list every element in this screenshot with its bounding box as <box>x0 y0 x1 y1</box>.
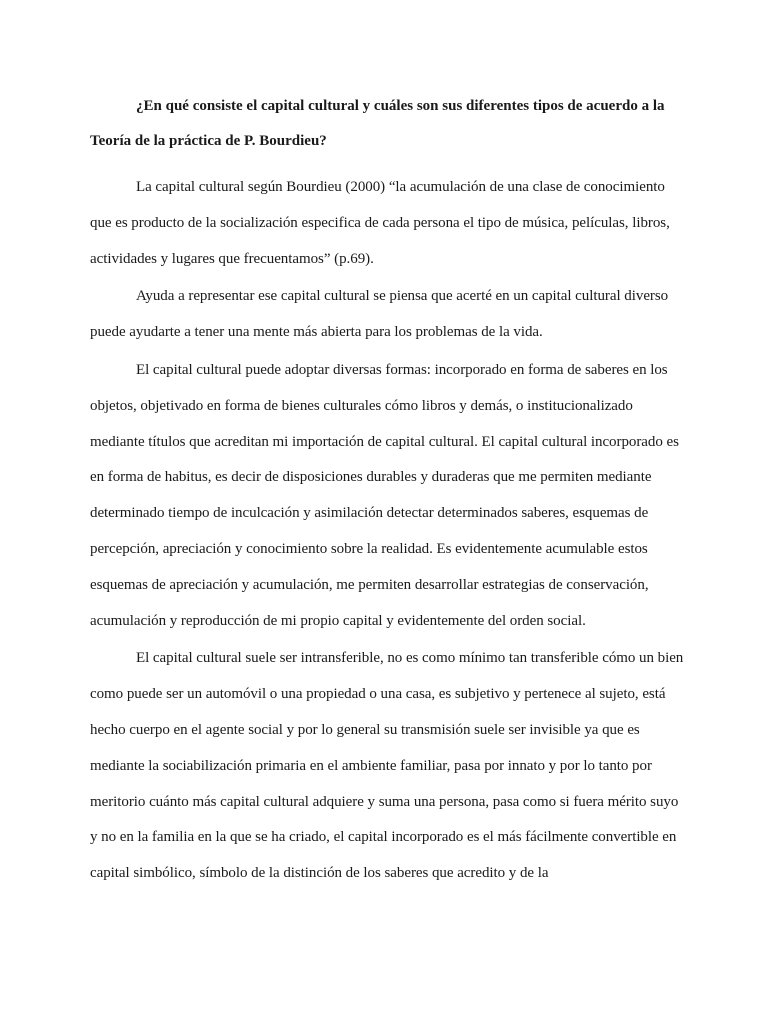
document-body <box>90 170 686 894</box>
document-title: ¿En qué consiste el capital cultural y cuáles son sus diferentes tipos de acuerdo a la Teoría de la práctica de P. Bourdieu? <box>90 98 665 149</box>
paragraph-4: El capital cultural suele ser intransferible, no es como mínimo tan transferible cómo un bien como puede ser un automóvil o una propiedad o una casa, es subjetivo y pertenece al sujeto, está hecho cuerpo en el agente social y por lo general su transmisión suele ser invisible ya que es mediante la sociabilización primaria en el ambiente familiar, pasa por innato y por lo tanto por meritorio cuánto más capital cultural adquiere y suma una persona, pasa como si fuera mérito suyo y no en la familia en la que se ha criado, el capital incorporado es el más fácilmente convertible en capital simbólico, símbolo de la distinción de los saberes que acredito y de la <box>90 650 684 882</box>
paragraph-3: El capital cultural puede adoptar diversas formas: incorporado en forma de saberes en los objetos, objetivado en forma de bienes culturales cómo libros y demás, o institucionalizado mediante títulos que acreditan mi importación de capital cultural. El capital cultural incorporado es en forma de habitus, es decir de disposiciones durables y duraderas que me permiten mediante determinado tiempo de inculcación y asimilación detectar determinados saberes, esquemas de percepción, apreciación y conocimiento sobre la realidad. Es evidentemente acumulable estos esquemas de apreciación y acumulación, me permiten desarrollar estrategias de conservación, acumulación y reproducción de mi propio capital y evidentemente del orden social. <box>90 361 679 629</box>
paragraph-1: La capital cultural según Bourdieu (2000) “la acumulación de una clase de conocimiento que es producto de la socialización especifica de cada persona el tipo de música, películas, libros, actividades y lugares que frecuentamos” (p.69). <box>90 179 670 267</box>
paragraph-2: Ayuda a representar ese capital cultural se piensa que acerté en un capital cultural diverso puede ayudarte a tener una mente más abierta para los problemas de la vida. <box>90 288 669 341</box>
